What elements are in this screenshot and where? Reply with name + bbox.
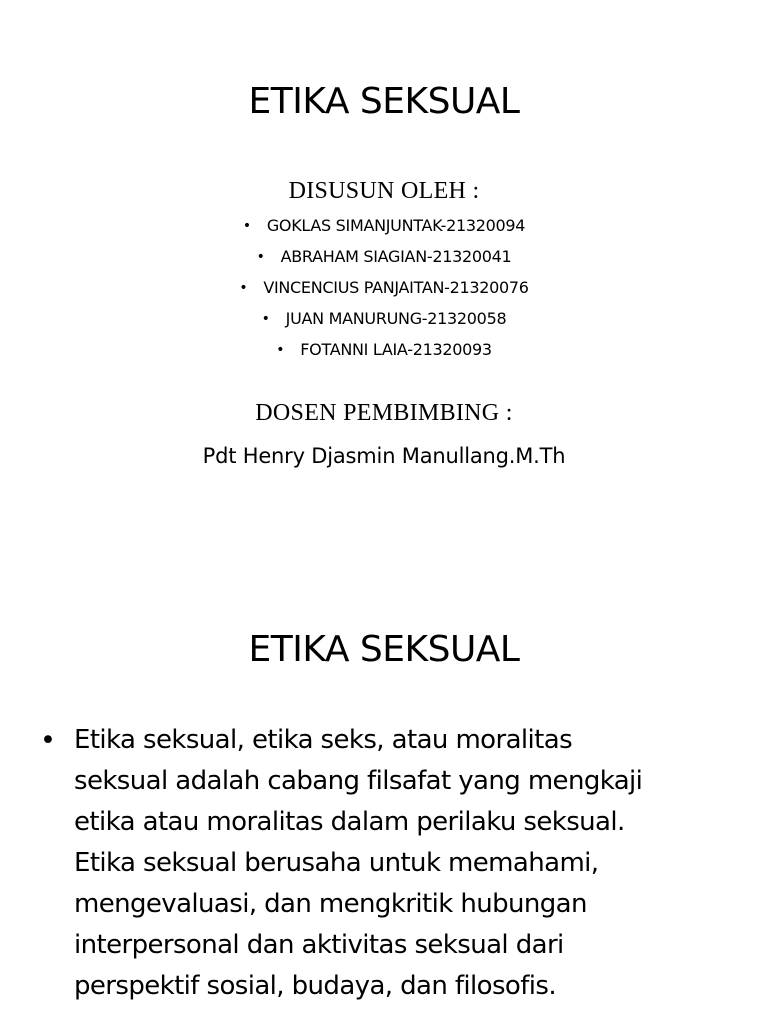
author-item	[0, 272, 768, 303]
definition-paragraph: Etika seksual, etika seks, atau moralitas seksual adalah cabang filsafat yang mengkaji etika atau moralitas dalam perilaku seksual. Etika seksual berusaha untuk memahami, mengevaluasi, dan mengkritik hubungan interpersonal dan aktivitas seksual dari perspektif sosial, budaya, dan filosofis.	[74, 725, 643, 1001]
author-item	[0, 303, 768, 334]
slide-title: ETIKA SEKSUAL	[248, 81, 520, 122]
author-name: JUAN MANURUNG-21320058	[285, 309, 507, 328]
author-item	[0, 241, 768, 272]
lecturer-heading: DOSEN PEMBIMBING :	[255, 400, 513, 426]
body-bullet-item	[40, 720, 730, 1007]
bullet-icon: •	[40, 725, 56, 756]
author-item	[0, 210, 768, 241]
author-list	[0, 210, 768, 365]
bullet-icon: •	[256, 248, 265, 265]
author-name: GOKLAS SIMANJUNTAK-21320094	[266, 216, 526, 235]
bullet-icon: •	[239, 279, 248, 296]
bullet-icon: •	[276, 341, 285, 358]
author-name: VINCENCIUS PANJAITAN-21320076	[263, 278, 529, 297]
authors-heading: DISUSUN OLEH :	[288, 178, 480, 204]
bullet-icon: •	[242, 217, 251, 234]
author-name: ABRAHAM SIAGIAN-21320041	[280, 247, 512, 266]
author-name: FOTANNI LAIA-21320093	[300, 340, 492, 359]
content-slide	[0, 560, 768, 1024]
bullet-icon: •	[261, 310, 270, 327]
slide-title: ETIKA SEKSUAL	[248, 629, 520, 670]
lecturer-name: Pdt Henry Djasmin Manullang.M.Th	[202, 444, 566, 468]
author-item	[0, 334, 768, 365]
